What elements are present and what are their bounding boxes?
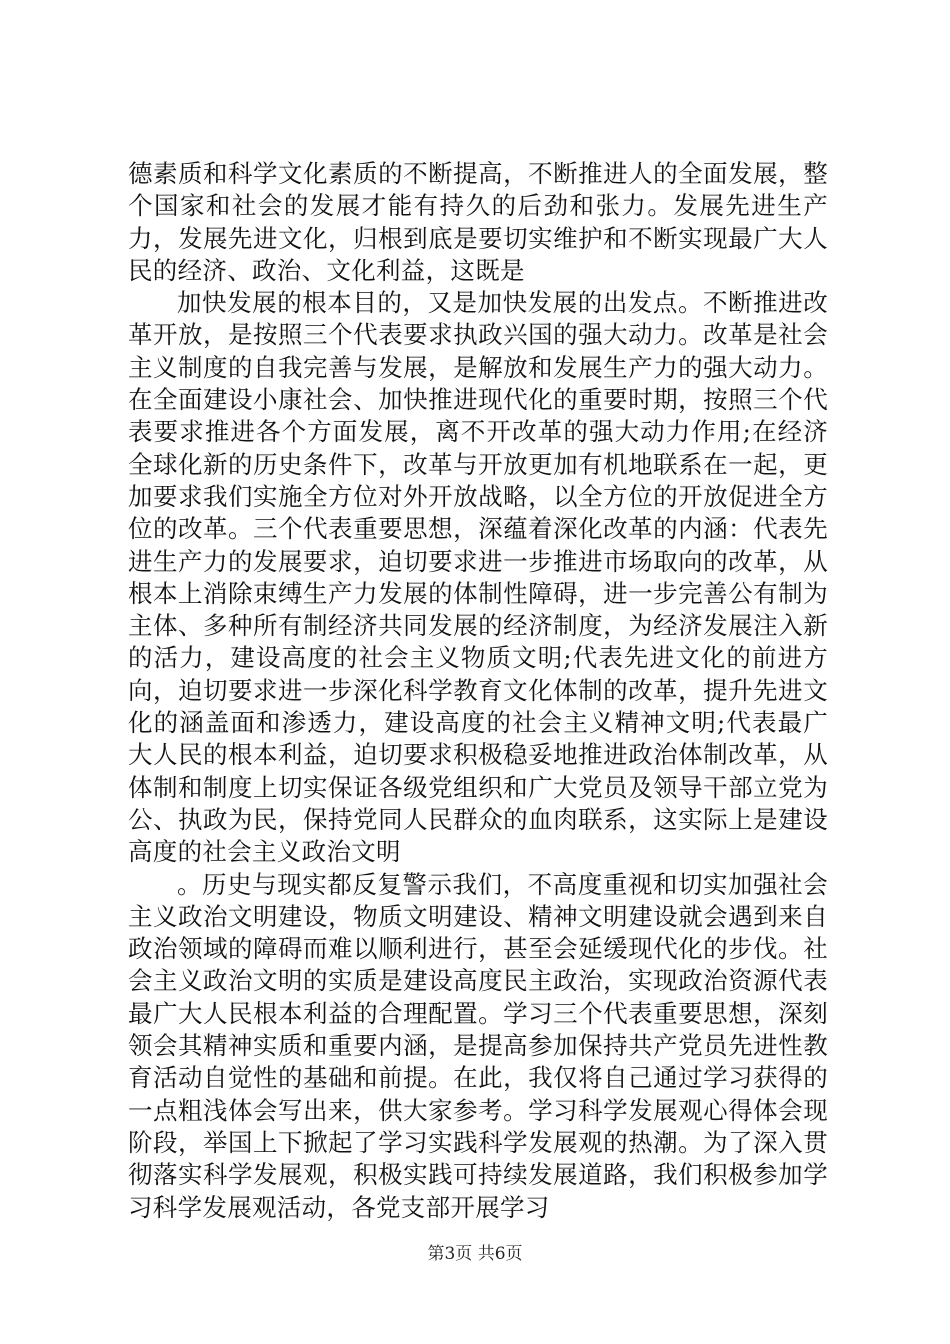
paragraph-3: 。历史与现实都反复警示我们，不高度重视和切实加强社会主义政治文明建设，物质文明建设、精神文明建设就会遇到来自政治领域的障碍而难以顺利进行，甚至会延缓现代化的步伐。社会主义政治文明的实质是建设高度民主政治，实现政治资源代表最广大人民根本利益的合理配置。学习三个代表重要思想，深刻领会其精神实质和重要内涵，是提高参加保持共产党员先进性教育活动自觉性的基础和前提。在此，我仅将自己通过学习获得的一点粗浅体会写出来，供大家参考。学习科学发展观心得体会现阶段，举国上下掀起了学习实践科学发展观的热潮。为了深入贯彻落实科学发展观，积极实践可持续发展道路，我们积极参加学习科学发展观活动，各党支部开展学习 (128, 869, 828, 1222)
page-footer: 第3页 共6页 (427, 1244, 523, 1264)
paragraph-2: 加快发展的根本目的，又是加快发展的出发点。不断推进改革开放，是按照三个代表要求执政兴国的强大动力。改革是社会主义制度的自我完善与发展，是解放和发展生产力的强大动力。在全面建设小康社会、加快推进现代化的重要时期，按照三个代表要求推进各个方面发展，离不开改革的强大动力作用;在经济全球化新的历史条件下，改革与开放更加有机地联系在一起，更加要求我们实施全方位对外开放战略，以全方位的开放促进全方位的改革。三个代表重要思想，深蕴着深化改革的内涵：代表先进生产力的发展要求，迫切要求进一步推进市场取向的改革，从根本上消除束缚生产力发展的体制性障碍，进一步完善公有制为主体、多种所有制经济共同发展的经济制度，为经济发展注入新的活力，建设高度的社会主义物质文明;代表先进文化的前进方向，迫切要求进一步深化科学教育文化体制的改革，提升先进文化的涵盖面和渗透力，建设高度的社会主义精神文明;代表最广大人民的根本利益，迫切要求积极稳妥地推进政治体制改革，从体制和制度上切实保证各级党组织和广大党员及领导干部立党为公、执政为民，保持党同人民群众的血肉联系，这实际上是建设高度的社会主义政治文明 (128, 288, 828, 867)
document-body (128, 158, 828, 1224)
paragraph-1: 德素质和科学文化素质的不断提高，不断推进人的全面发展，整个国家和社会的发展才能有持久的后劲和张力。发展先进生产力，发展先进文化，归根到底是要切实维护和不断实现最广大人民的经济、政治、文化利益，这既是 (128, 159, 828, 285)
